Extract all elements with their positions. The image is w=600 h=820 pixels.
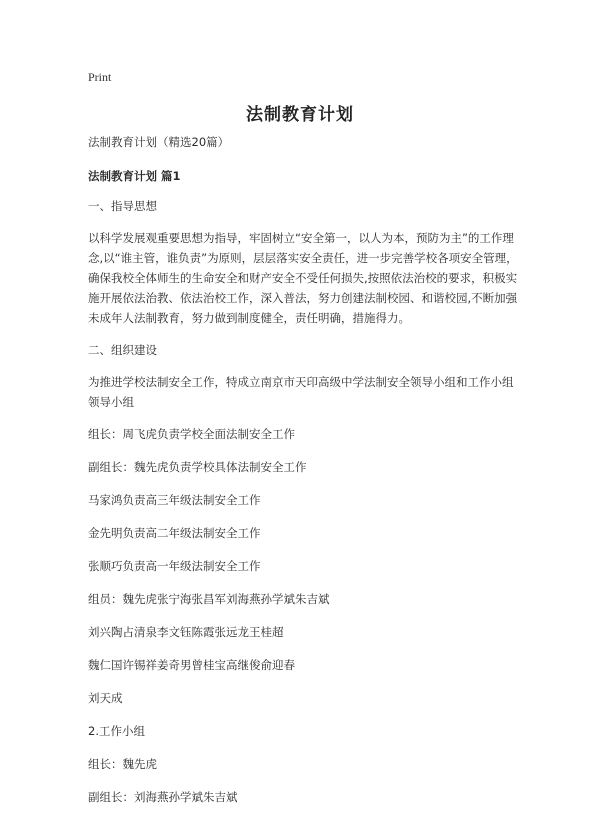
heading-organization: 二、组织建设 — [88, 343, 157, 357]
text-line: 刘兴陶占清泉李文钰陈霞张远龙王桂超 — [88, 625, 284, 639]
section-heading: 法制教育计划 篇1 — [88, 169, 181, 183]
text-line: 副组长：刘海燕孙学斌朱吉斌 — [88, 790, 238, 804]
document-title: 法制教育计划 — [246, 105, 354, 125]
text-line: 金先明负责高二年级法制安全工作 — [88, 526, 261, 540]
text-line: 马家鸿负责高三年级法制安全工作 — [88, 493, 261, 507]
paragraph-guiding-ideology: 以科学发展观重要思想为指导，牢固树立“安全第一，以人为本，预防为主”的工作理念,以“谁主管，谁负责”为原则，层层落实安全责任，进一步完善学校各项安全管理，确保我校全体师生的生命安全和财产安全不受任何损失,按照依法治校的要求，积极实施开展依法治教、依法治校工作，深入普法，努力创建法制校园、和谐校园,不断加强未成年人法制教育，努力做到制度健全，责任明确，措施得力。 — [88, 231, 518, 325]
print-label[interactable]: Print — [88, 70, 112, 84]
text-line: 组员：魏先虎张宁海张昌军刘海燕孙学斌朱吉斌 — [88, 592, 330, 606]
text-line: 刘天成 — [88, 691, 123, 705]
text-line: 组长：周飞虎负责学校全面法制安全工作 — [88, 427, 295, 441]
paragraph-organization: 为推进学校法制安全工作，特成立南京市天印高级中学法制安全领导小组和工作小组领导小组 — [88, 375, 514, 409]
document-subtitle: 法制教育计划（精选20篇） — [88, 135, 230, 149]
document-content — [88, 132, 518, 820]
text-line: 组长：魏先虎 — [88, 757, 157, 771]
text-line: 张顺巧负责高一年级法制安全工作 — [88, 559, 261, 573]
heading-guiding-ideology: 一、指导思想 — [88, 199, 157, 213]
text-line: 副组长：魏先虎负责学校具体法制安全工作 — [88, 460, 307, 474]
text-line: 2.工作小组 — [88, 724, 145, 738]
text-line: 魏仁国许锡祥姜奇男曾桂宝高继俊俞迎春 — [88, 658, 295, 672]
